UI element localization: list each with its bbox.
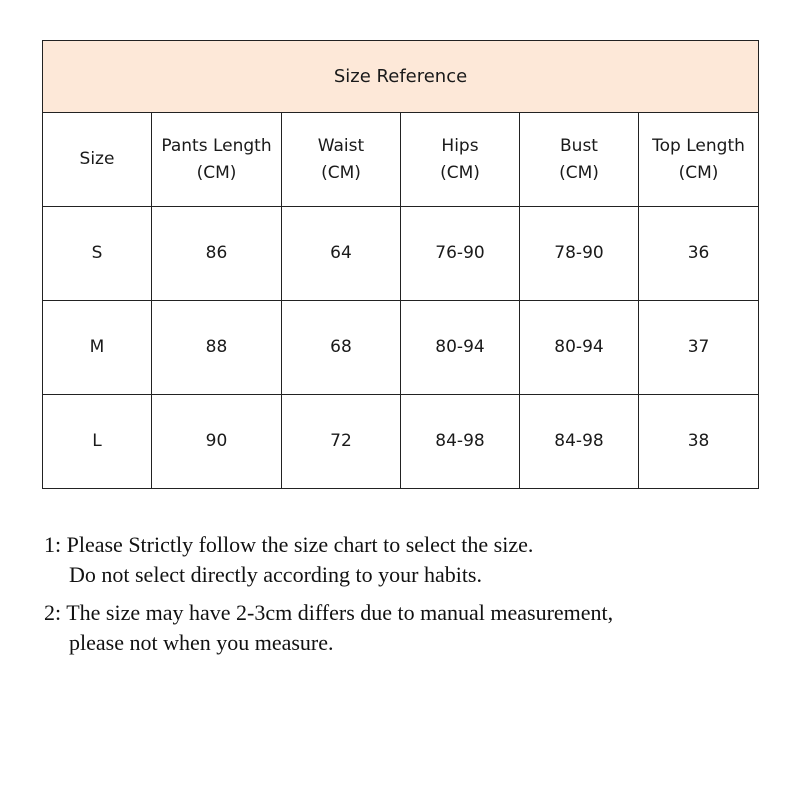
header-size — [43, 113, 152, 207]
header-top-length — [639, 113, 759, 207]
cell-size: M — [43, 301, 152, 395]
cell-waist: 72 — [282, 395, 401, 489]
note-line: 1: Please Strictly follow the size chart to select the size. — [44, 532, 534, 557]
cell-hips: 80-94 — [401, 301, 520, 395]
header-row — [43, 113, 759, 207]
header-unit: (CM) — [440, 162, 480, 183]
note-1 — [44, 530, 784, 590]
header-label: Size — [79, 149, 115, 169]
table-row-l — [43, 395, 759, 489]
header-pants-length — [152, 113, 282, 207]
cell-pants-length: 86 — [152, 207, 282, 301]
header-label: Bust — [560, 135, 598, 156]
header-label: Pants Length — [161, 135, 272, 156]
table-row-m — [43, 301, 759, 395]
cell-hips: 76-90 — [401, 207, 520, 301]
cell-bust: 84-98 — [520, 395, 639, 489]
header-bust — [520, 113, 639, 207]
note-line: please not when you measure. — [69, 630, 334, 655]
note-line: 2: The size may have 2-3cm differs due to manual measurement, — [44, 600, 614, 625]
cell-size: S — [43, 207, 152, 301]
cell-hips: 84-98 — [401, 395, 520, 489]
cell-bust: 80-94 — [520, 301, 639, 395]
size-notes — [44, 530, 784, 666]
size-reference-table — [42, 40, 759, 489]
header-hips — [401, 113, 520, 207]
cell-size: L — [43, 395, 152, 489]
header-label: Hips — [441, 135, 479, 156]
header-unit: (CM) — [559, 162, 599, 183]
header-unit: (CM) — [321, 162, 361, 183]
header-label: Top Length — [652, 135, 745, 156]
header-unit: (CM) — [678, 162, 719, 183]
cell-pants-length: 90 — [152, 395, 282, 489]
cell-top-length: 37 — [639, 301, 759, 395]
header-waist — [282, 113, 401, 207]
table-title: Size Reference — [43, 41, 759, 113]
cell-waist: 64 — [282, 207, 401, 301]
cell-pants-length: 88 — [152, 301, 282, 395]
note-2 — [44, 598, 784, 658]
header-label: Waist — [317, 135, 365, 156]
cell-waist: 68 — [282, 301, 401, 395]
cell-bust: 78-90 — [520, 207, 639, 301]
cell-top-length: 38 — [639, 395, 759, 489]
header-unit: (CM) — [196, 162, 237, 183]
note-line: Do not select directly according to your habits. — [69, 562, 482, 587]
table-row-s — [43, 207, 759, 301]
cell-top-length: 36 — [639, 207, 759, 301]
